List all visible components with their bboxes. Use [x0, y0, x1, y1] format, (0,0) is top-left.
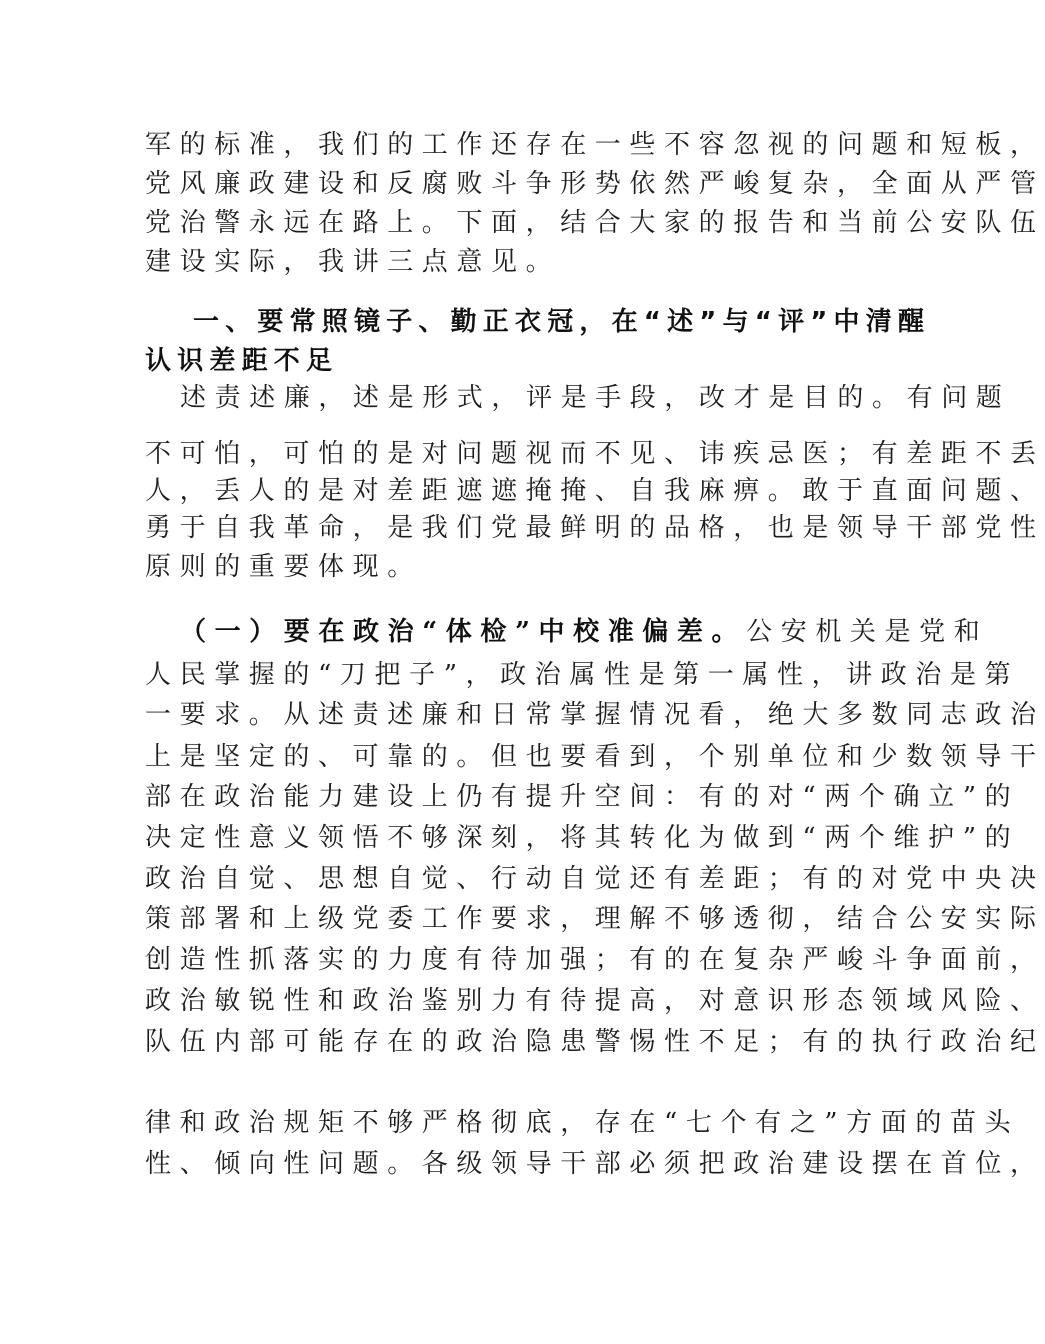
body-line: 原则的重要体现。 [145, 552, 422, 582]
body-line: 决定性意义领悟不够深刻，将其转化为做到“两个维护”的 [145, 823, 1020, 853]
body-line: 性、倾向性问题。各级领导干部必须把政治建设摆在首位， [145, 1149, 1045, 1179]
section-heading-line: 认识差距不足 [145, 346, 339, 376]
body-line: 部在政治能力建设上仍有提升空间：有的对“两个确立”的 [145, 782, 1020, 812]
body-line: 创造性抓落实的力度有待加强；有的在复杂严峻斗争面前， [145, 945, 1045, 975]
body-line: 政治敏锐性和政治鉴别力有待提高，对意识形态领域风险、 [145, 986, 1045, 1016]
body-line: 队伍内部可能存在的政治隐患警惕性不足；有的执行政治纪 [145, 1027, 1045, 1057]
subsection-title: （一）要在政治“体检”中校准偏差。 [180, 617, 747, 647]
body-line: 述责述廉，述是形式，评是手段，改才是目的。有问题 [180, 383, 1011, 413]
body-line: 勇于自我革命，是我们党最鲜明的品格，也是领导干部党性 [145, 513, 1045, 543]
section-heading-line: 一、要常照镜子、勤正衣冠，在“述”与“评”中清醒 [193, 307, 931, 337]
body-line: 律和政治规矩不够严格彻底，存在“七个有之”方面的苗头 [145, 1108, 1020, 1138]
body-line: 人，丢人的是对差距遮遮掩掩、自我麻痹。敢于直面问题、 [145, 476, 1045, 506]
body-line: 一要求。从述责述廉和日常掌握情况看，绝大多数同志政治 [145, 700, 1045, 730]
body-line: 不可怕，可怕的是对问题视而不见、讳疾忌医；有差距不丢 [145, 439, 1045, 469]
body-line: 建设实际，我讲三点意见。 [145, 247, 561, 277]
body-line: 党治警永远在路上。下面，结合大家的报告和当前公安队伍 [145, 208, 1045, 238]
body-line: 政治自觉、思想自觉、行动自觉还有差距；有的对党中央决 [145, 864, 1045, 894]
body-line: 党风廉政建设和反腐败斗争形势依然严峻复杂，全面从严管 [145, 169, 1045, 199]
subsection-first-line-text: 公安机关是党和 [746, 617, 989, 647]
subsection-first-line [145, 612, 989, 652]
body-line: 上是坚定的、可靠的。但也要看到，个别单位和少数领导干 [145, 742, 1045, 772]
body-line: 策部署和上级党委工作要求，理解不够透彻，结合公安实际 [145, 904, 1045, 934]
body-line: 军的标准，我们的工作还存在一些不容忽视的问题和短板， [145, 130, 1045, 160]
body-line: 人民掌握的“刀把子”，政治属性是第一属性，讲政治是第 [145, 660, 1020, 690]
